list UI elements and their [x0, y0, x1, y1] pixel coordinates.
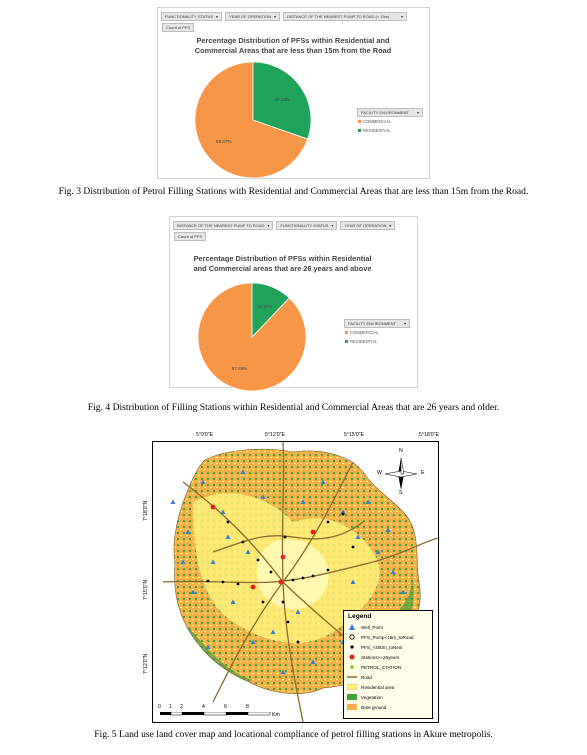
station-marker — [302, 577, 305, 580]
filter-distance-to-road[interactable] — [173, 221, 273, 230]
scale-label: 8 — [246, 704, 249, 710]
legend-swatch — [345, 331, 348, 334]
station-marker — [227, 521, 230, 524]
legend-label: Well_Point — [361, 624, 383, 630]
legend-label: PETROL_STATION — [361, 664, 402, 670]
filter-distance-to-road[interactable] — [283, 12, 407, 21]
scale-segment — [182, 712, 204, 715]
legend-label: PFS_Pump<15m_toRoad — [361, 634, 414, 640]
old-station-marker — [279, 580, 284, 585]
legend-label: Road — [361, 674, 372, 680]
green-dot-icon — [347, 664, 357, 670]
legend-row-petrol-station — [347, 664, 401, 670]
station-marker — [312, 575, 315, 578]
legend-title: Legend — [348, 613, 372, 620]
filter-icon: ▾ — [416, 110, 419, 115]
figure4-filter-bar — [173, 221, 395, 230]
pie-data-label: 30.33% — [274, 97, 291, 103]
station-marker — [270, 571, 273, 574]
red-dot-icon — [347, 654, 357, 660]
filter-icon: ▾ — [403, 321, 406, 326]
figure3-filter-bar — [161, 12, 407, 21]
station-marker — [327, 569, 330, 572]
latitude-label: 7°15'0"N — [143, 579, 149, 600]
chevron-down-icon: ▾ — [389, 223, 392, 228]
filter-label: FUNCTIONALITY STATUS — [280, 223, 329, 228]
figure4-caption: Fig. 4 Distribution of Filling Stations within Residential and Commercial Areas that are 26 years and older. — [87, 402, 500, 413]
legend-row-road — [347, 674, 372, 680]
compass-e-label: E — [421, 470, 425, 476]
scale-label: 0 — [158, 704, 161, 710]
figure4-chart-panel — [169, 216, 418, 388]
compass-highlight — [401, 458, 404, 474]
legend-filter-button[interactable] — [344, 319, 410, 328]
legend-label: Stations>=26years — [361, 654, 400, 660]
legend-label: COMMERCIAL — [350, 330, 379, 335]
pie-chart — [193, 60, 313, 180]
legend-label: RESIDENTIAL — [363, 128, 391, 133]
scale-bar — [160, 712, 290, 720]
legend-swatch — [358, 129, 361, 132]
station-marker — [242, 541, 245, 544]
legend-row-old-stations — [347, 654, 399, 660]
scale-segment — [204, 712, 226, 715]
longitude-label: 5°18'0"E — [419, 432, 439, 438]
compass-w-label: W — [377, 470, 382, 476]
legend-swatch — [358, 120, 361, 123]
legend-label: Residential area — [361, 684, 395, 690]
old-station-marker — [251, 585, 256, 590]
chart-title — [178, 36, 408, 56]
scale-label: 6 — [224, 704, 227, 710]
station-marker — [257, 559, 260, 562]
hollow-circle-icon — [347, 634, 357, 640]
latitude-label: 7°18'0"N — [143, 500, 149, 521]
filter-icon: ▾ — [400, 14, 403, 19]
count-of-pfs-button[interactable]: Count of PFS — [162, 23, 194, 32]
count-of-pfs-button[interactable]: Count of PFS — [174, 232, 206, 241]
scale-segment — [226, 712, 248, 715]
filter-functionality-status[interactable] — [276, 221, 337, 230]
scale-label: 4 — [202, 704, 205, 710]
legend-row-pump-to-road — [347, 634, 413, 640]
filter-label: FUNCTIONALITY STATUS — [165, 14, 214, 19]
longitude-label: 5°15'0"E — [344, 432, 364, 438]
chevron-down-icon: ▾ — [267, 223, 270, 228]
north-arrow-icon — [381, 454, 421, 494]
legend-swatch — [345, 340, 348, 343]
yellow-fill-icon — [347, 684, 357, 690]
station-marker — [352, 546, 355, 549]
legend-row-vegetation — [347, 694, 383, 700]
legend-label: Vegetation — [361, 694, 383, 700]
station-marker — [327, 521, 330, 524]
legend-row-to-next — [347, 644, 403, 650]
pie-chart — [196, 281, 308, 393]
longitude-label: 5°12'0"E — [265, 432, 285, 438]
filter-label: YEAR OF OPERATION — [229, 14, 271, 19]
figure5-caption: Fig. 5 Land use land cover map and locational compliance of petrol filling stations in Akure metropolis. — [94, 729, 493, 740]
pie-data-label: 87.89% — [231, 366, 248, 372]
black-dot-icon — [347, 644, 357, 650]
well-point-marker — [171, 500, 176, 505]
chevron-down-icon: ▾ — [331, 223, 334, 228]
filter-label: DISTANCE OF THE NEAREST PUMP TO ROAD — [177, 223, 265, 228]
filter-year-of-operation[interactable] — [340, 221, 395, 230]
old-station-marker — [311, 530, 316, 535]
station-marker — [284, 536, 287, 539]
chart-title-line: and Commercial areas that are 26 years and above — [193, 264, 372, 273]
legend-label: RESIDENTIAL — [350, 339, 378, 344]
scale-segment — [160, 712, 171, 715]
chart-title-line: Percentage Distribution of PFSs within Residential and — [196, 36, 390, 45]
legend-row-well-point — [347, 624, 383, 630]
scale-segment — [171, 712, 182, 715]
filter-year-of-operation[interactable] — [225, 12, 280, 21]
chevron-down-icon: ▾ — [216, 14, 219, 19]
filter-label: DISTANCE OF THE NEAREST PUMP TO ROAD (< 15m) — [286, 14, 390, 19]
station-marker — [262, 601, 265, 604]
legend-label: COMMERCIAL — [363, 119, 392, 124]
legend-row-bare-ground — [347, 704, 386, 710]
station-marker — [282, 601, 285, 604]
figure3-caption: Fig. 3 Distribution of Petrol Filling Stations with Residential and Commercial Areas that are less than 15m from the Road. — [58, 186, 529, 197]
scale-unit: Km — [272, 712, 280, 718]
figure3-chart-panel — [157, 7, 430, 179]
scale-label: 1 — [169, 704, 172, 710]
latitude-label: 7°12'0"N — [143, 653, 149, 674]
station-marker — [297, 641, 300, 644]
blue-triangle-icon — [347, 624, 357, 630]
station-marker — [237, 583, 240, 586]
compass-n-label: N — [399, 448, 403, 454]
legend-label: PFS_<400m_toNext — [361, 644, 403, 650]
chart-title-line: Commercial Areas that are less than 15m from the Road — [194, 46, 392, 55]
station-marker — [342, 513, 345, 516]
filter-label: YEAR OF OPERATION — [344, 223, 387, 228]
road-line-icon — [347, 674, 357, 680]
orange-fill-icon — [347, 704, 357, 710]
pie-data-label: 12.11% — [256, 303, 273, 309]
legend-item-residential — [358, 128, 390, 133]
legend-item-commercial — [345, 330, 378, 335]
station-marker — [287, 621, 290, 624]
chart-title — [175, 254, 390, 274]
legend-header-label: FACILITY ENVIRONMENT — [348, 321, 396, 326]
old-station-marker — [211, 505, 216, 510]
station-marker — [292, 579, 295, 582]
scale-label: 2 — [180, 704, 183, 710]
longitude-label: 5°9'0"E — [196, 432, 214, 438]
chevron-down-icon: ▾ — [273, 14, 276, 19]
old-station-marker — [281, 555, 286, 560]
legend-row-residential — [347, 684, 394, 690]
compass-s-label: S — [399, 490, 403, 496]
chart-title-line: Percentage Distribution of PFSs within Residential — [193, 254, 372, 263]
green-fill-icon — [347, 694, 357, 700]
station-marker — [222, 581, 225, 584]
filter-functionality-status[interactable] — [161, 12, 222, 21]
station-marker — [207, 580, 210, 583]
legend-header-label: FACILITY ENVIRONMENT — [361, 110, 409, 115]
legend-filter-button[interactable] — [357, 108, 423, 117]
legend-item-commercial — [358, 119, 391, 124]
pie-data-label: 69.67% — [215, 138, 232, 144]
scale-segment — [248, 712, 270, 715]
legend-item-residential — [345, 339, 377, 344]
map-legend — [343, 610, 433, 719]
legend-label: Bare ground — [361, 704, 387, 710]
